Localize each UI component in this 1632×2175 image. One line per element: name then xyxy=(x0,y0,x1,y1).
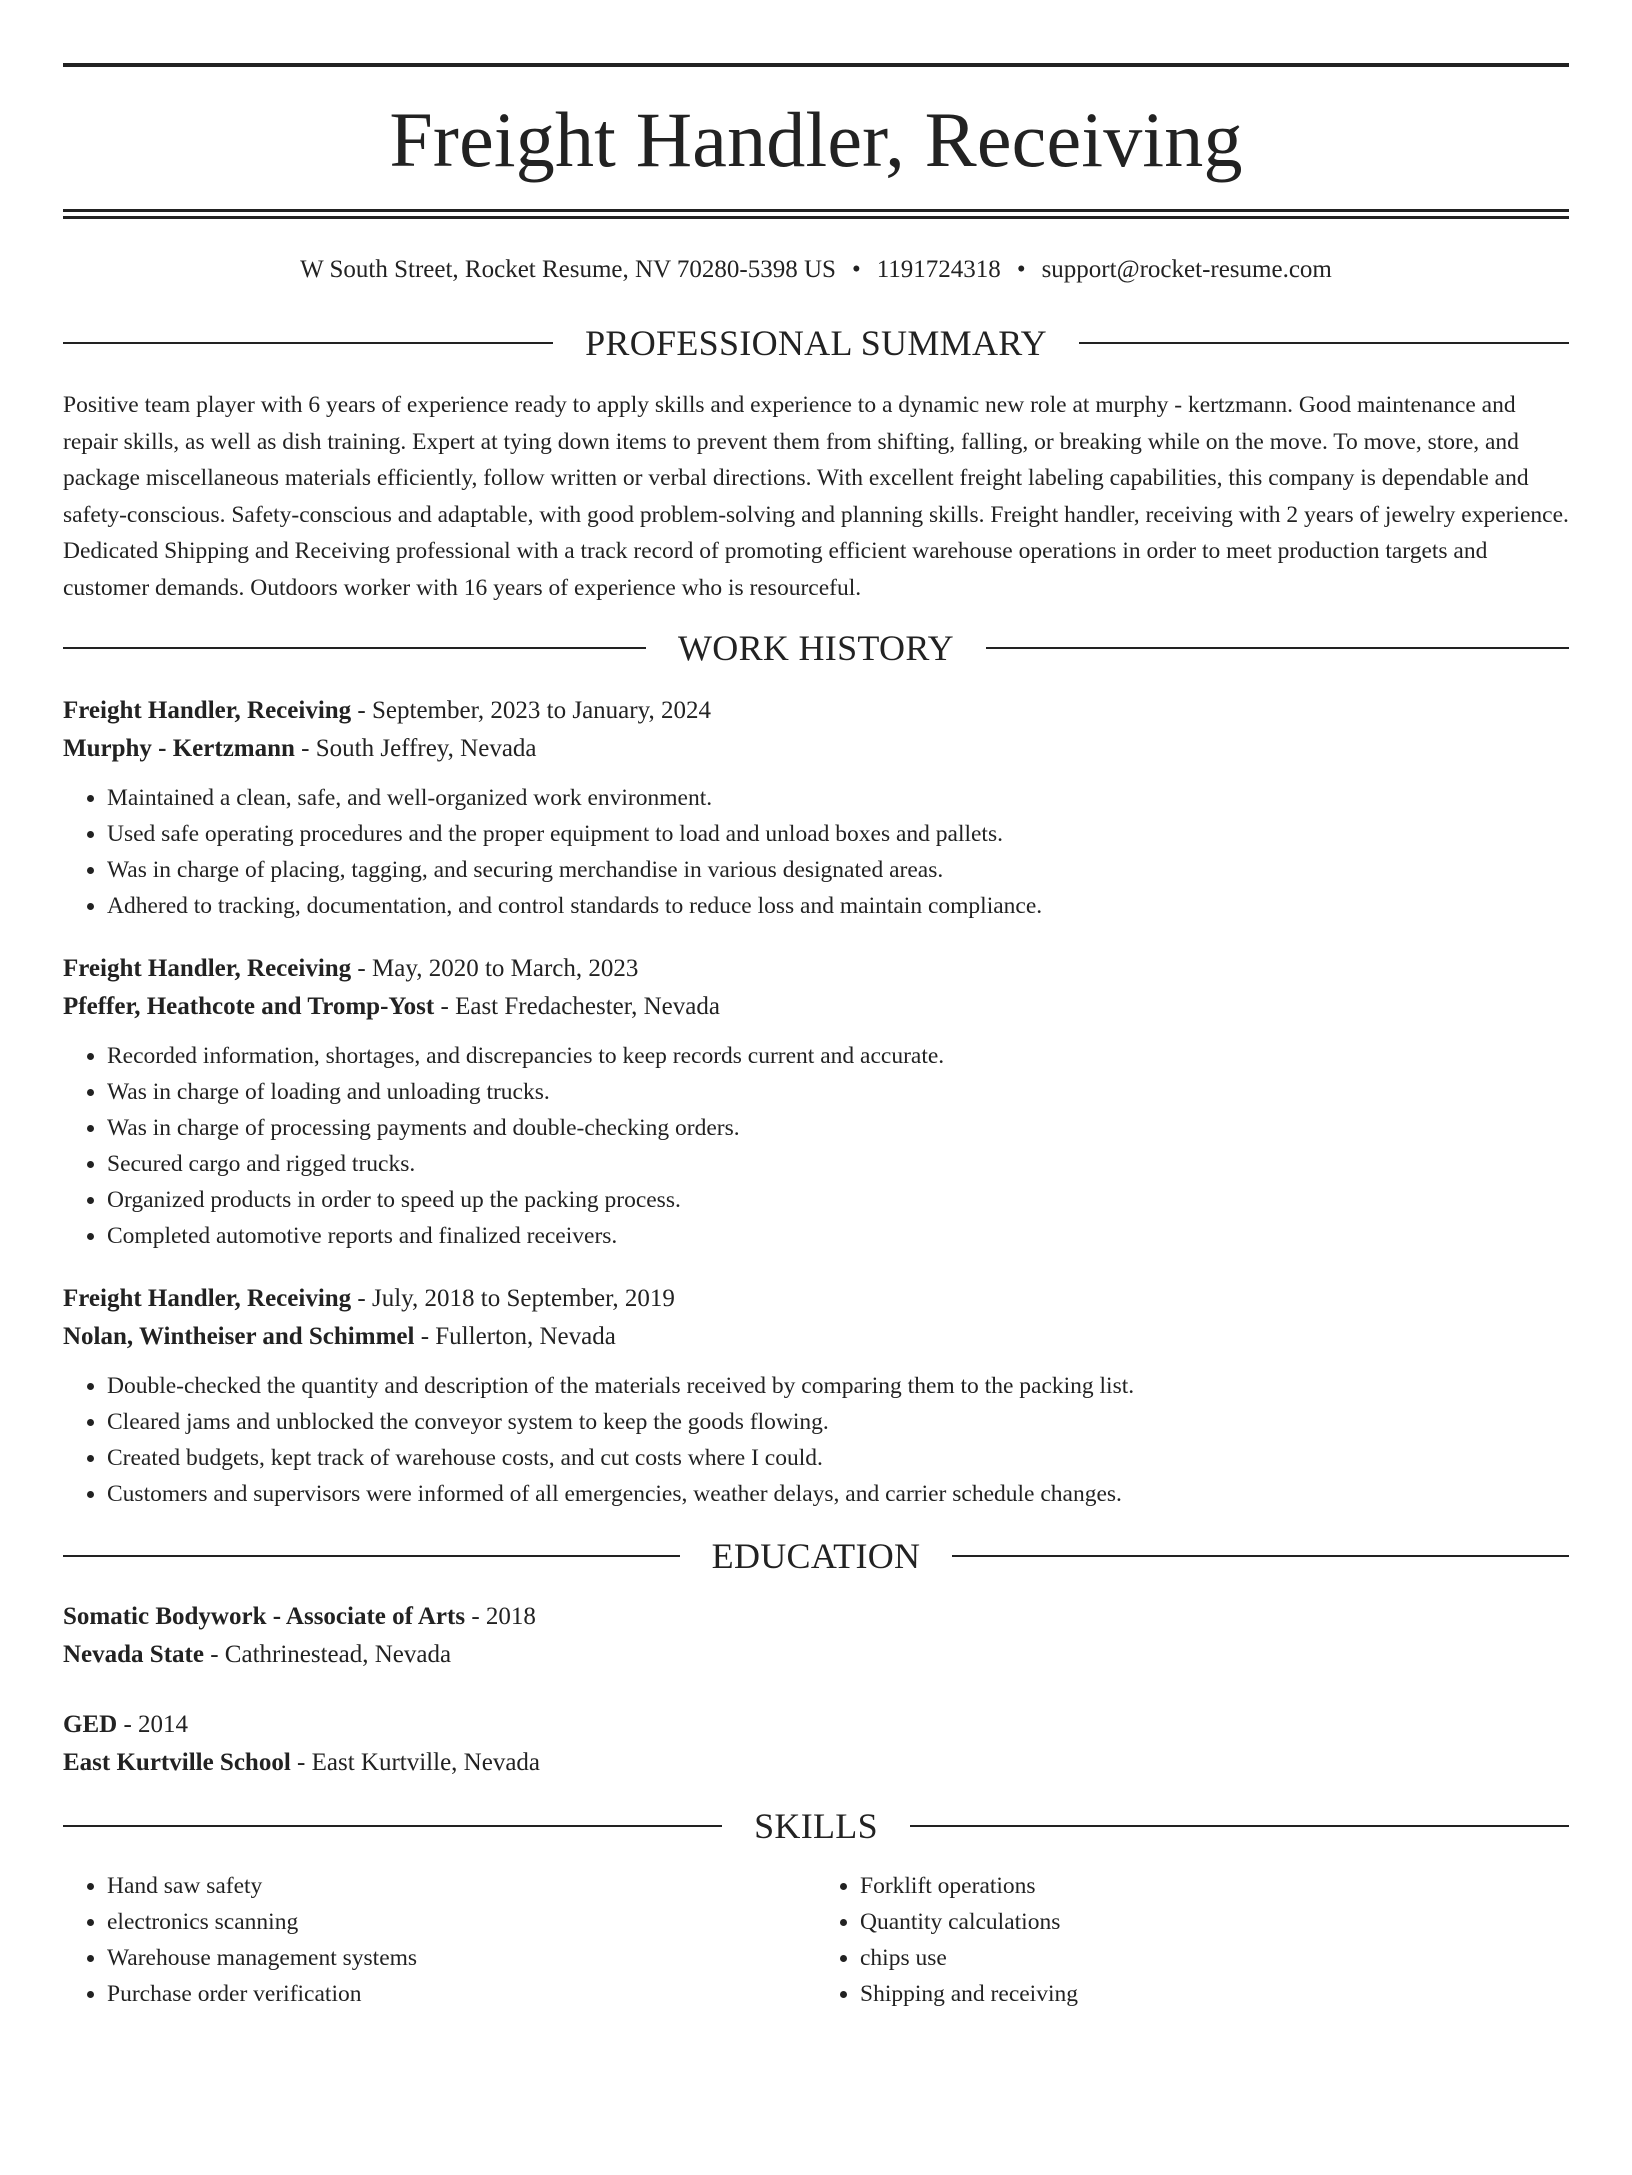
skill-item: • Forklift operations xyxy=(860,1868,1569,1904)
skill-item: • Hand saw safety xyxy=(107,1868,816,1904)
job-company-line xyxy=(63,1318,1569,1356)
job-bullets xyxy=(63,780,1569,924)
list-item: • Was in charge of loading and unloading trucks. xyxy=(107,1074,1569,1110)
contact-address: W South Street, Rocket Resume, NV 70280-5398 US xyxy=(300,256,836,283)
skill-item: • Quantity calculations xyxy=(860,1904,1569,1940)
job-dates: - July, 2018 to September, 2019 xyxy=(351,1285,675,1312)
education-year: - 2014 xyxy=(117,1711,189,1738)
job-entry xyxy=(63,692,1569,924)
skills-columns xyxy=(63,1868,1569,2012)
education-degree-line xyxy=(63,1706,1569,1744)
education-degree: GED xyxy=(63,1711,118,1738)
list-item: • Was in charge of processing payments and double-checking orders. xyxy=(107,1110,1569,1146)
list-item: • Used safe operating procedures and the proper equipment to load and unload boxes and pallets. xyxy=(107,816,1569,852)
list-item: • Created budgets, kept track of warehouse costs, and cut costs where I could. xyxy=(107,1440,1569,1476)
summary-paragraph: Positive team player with 6 years of experience ready to apply skills and experience to a dynamic new role at murphy - kertzmann. Good maintenance and repair skills, as well as dish training. Expert at tying down items to prevent them from shifting, falling, or breaking while on the move. To move, store, and package miscellaneous materials efficiently, follow written or verbal directions. With excellent freight labeling capabilities, this company is dependable and safety-conscious. Safety-conscious and adaptable, with good problem-solving and planning skills. Freight handler, receiving with 2 years of jewelry experience. Dedicated Shipping and Receiving professional with a track record of promoting efficient warehouse operations in order to meet production targets and customer demands. Outdoors worker with 16 years of experience who is resourceful. xyxy=(63,392,1569,601)
section-heading-education xyxy=(63,1538,1569,1574)
education-location: - East Kurtville, Nevada xyxy=(290,1749,541,1776)
job-entry xyxy=(63,950,1569,1254)
top-rule xyxy=(63,63,1569,67)
education-location: - Cathrinestead, Nevada xyxy=(203,1641,452,1668)
job-bullets xyxy=(63,1368,1569,1512)
contact-line xyxy=(63,255,1569,285)
heading-rule xyxy=(910,1825,1569,1827)
resume-page xyxy=(0,63,1632,2175)
skill-item: • Warehouse management systems xyxy=(107,1940,816,1976)
education-degree-line xyxy=(63,1598,1569,1636)
section-heading-skills xyxy=(63,1808,1569,1844)
skill-item: • electronics scanning xyxy=(107,1904,816,1940)
list-item: • Cleared jams and unblocked the conveyor system to keep the goods flowing. xyxy=(107,1404,1569,1440)
job-company-line xyxy=(63,988,1569,1026)
candidate-name: Freight Handler, Receiving xyxy=(389,96,1243,183)
list-item: • Completed automotive reports and finalized receivers. xyxy=(107,1218,1569,1254)
contact-separator: • xyxy=(1016,256,1026,283)
heading-rule xyxy=(63,342,553,344)
job-title-line xyxy=(63,1280,1569,1318)
education-school-line xyxy=(63,1636,1569,1674)
job-company: Nolan, Wintheiser and Schimmel xyxy=(63,1323,415,1350)
job-entry xyxy=(63,1280,1569,1512)
contact-email: support@rocket-resume.com xyxy=(1041,256,1332,283)
job-title-line xyxy=(63,950,1569,988)
job-title: Freight Handler, Receiving xyxy=(63,955,352,982)
section-title: WORK HISTORY xyxy=(678,628,954,668)
skill-item: • Shipping and receiving xyxy=(860,1976,1569,2012)
job-company: Pfeffer, Heathcote and Tromp-Yost xyxy=(63,993,435,1020)
heading-rule xyxy=(63,1825,722,1827)
job-bullets xyxy=(63,1038,1569,1254)
job-title-line xyxy=(63,692,1569,730)
job-company-line xyxy=(63,730,1569,768)
education-degree: Somatic Bodywork - Associate of Arts xyxy=(63,1603,466,1630)
job-location: - South Jeffrey, Nevada xyxy=(294,735,537,762)
list-item: • Double-checked the quantity and description of the materials received by comparing them to the packing list. xyxy=(107,1368,1569,1404)
contact-separator: • xyxy=(851,256,861,283)
list-item: • Recorded information, shortages, and discrepancies to keep records current and accurate. xyxy=(107,1038,1569,1074)
job-location: - East Fredachester, Nevada xyxy=(434,993,720,1020)
list-item: • Organized products in order to speed up the packing process. xyxy=(107,1182,1569,1218)
list-item: • Was in charge of placing, tagging, and securing merchandise in various designated areas. xyxy=(107,852,1569,888)
education-year: - 2018 xyxy=(465,1603,536,1630)
contact-phone: 1191724318 xyxy=(876,256,1001,283)
education-school: Nevada State xyxy=(63,1641,204,1668)
heading-rule xyxy=(952,1555,1569,1557)
skills-list-right xyxy=(816,1868,1569,2012)
list-item: • Customers and supervisors were informed of all emergencies, weather delays, and carrier schedule changes. xyxy=(107,1476,1569,1512)
education-entry xyxy=(63,1706,1569,1782)
job-dates: - September, 2023 to January, 2024 xyxy=(351,697,711,724)
job-company: Murphy - Kertzmann xyxy=(63,735,295,762)
job-location: - Fullerton, Nevada xyxy=(414,1323,616,1350)
heading-rule xyxy=(986,647,1569,649)
heading-rule xyxy=(63,647,646,649)
section-heading-summary xyxy=(63,325,1569,361)
skill-item: • chips use xyxy=(860,1940,1569,1976)
heading-rule xyxy=(1079,342,1569,344)
job-title: Freight Handler, Receiving xyxy=(63,697,352,724)
education-entry xyxy=(63,1598,1569,1674)
list-item: • Maintained a clean, safe, and well-organized work environment. xyxy=(107,780,1569,816)
skills-list-left xyxy=(63,1868,816,2012)
section-heading-work xyxy=(63,630,1569,666)
education-school: East Kurtville School xyxy=(63,1749,291,1776)
heading-rule xyxy=(63,1555,680,1557)
education-school-line xyxy=(63,1744,1569,1782)
job-dates: - May, 2020 to March, 2023 xyxy=(351,955,639,982)
section-title: SKILLS xyxy=(754,1806,878,1846)
section-title: EDUCATION xyxy=(711,1536,921,1576)
list-item: • Secured cargo and rigged trucks. xyxy=(107,1146,1569,1182)
list-item: • Adhered to tracking, documentation, and control standards to reduce loss and maintain compliance. xyxy=(107,888,1569,924)
job-title: Freight Handler, Receiving xyxy=(63,1285,352,1312)
section-title: PROFESSIONAL SUMMARY xyxy=(585,323,1047,363)
skill-item: • Purchase order verification xyxy=(107,1976,816,2012)
header-double-rule xyxy=(63,209,1569,219)
